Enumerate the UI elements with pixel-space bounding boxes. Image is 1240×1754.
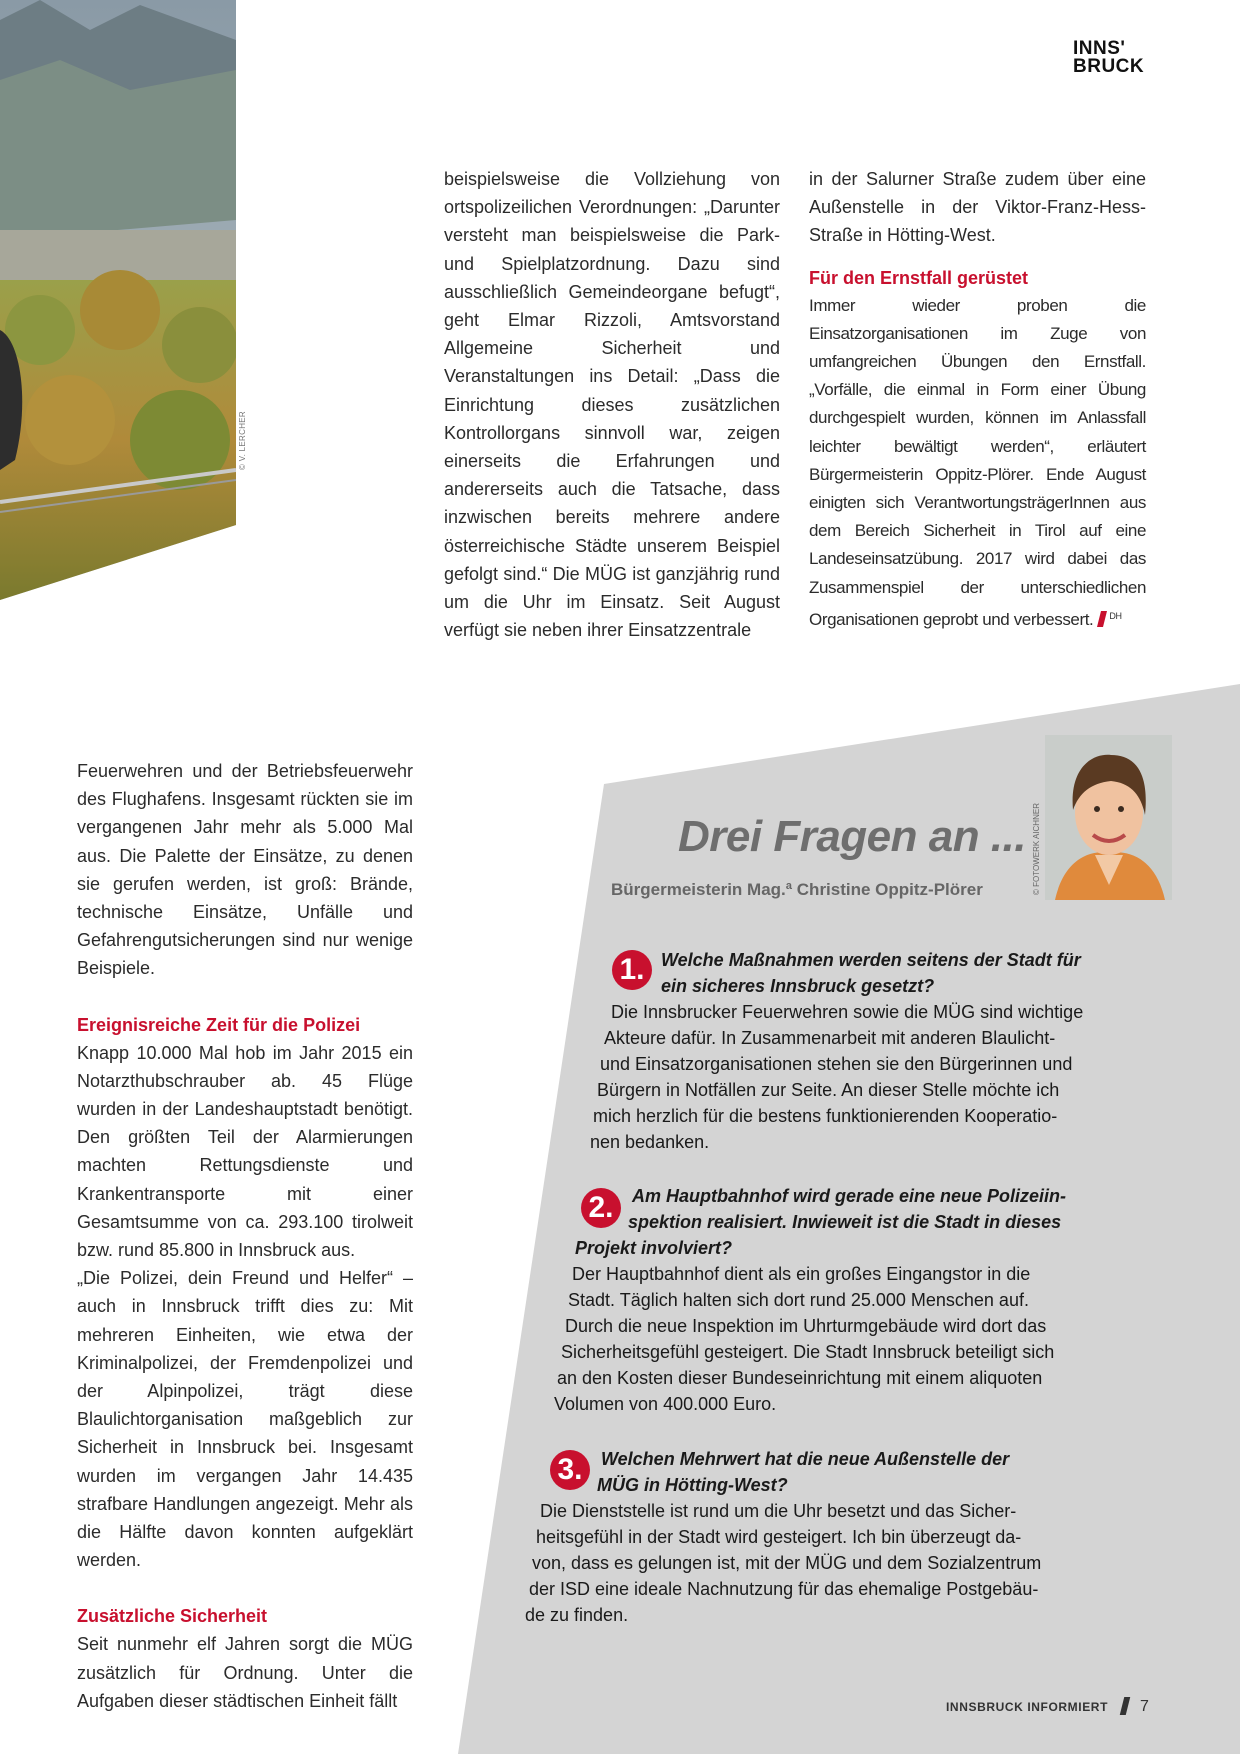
question-2-line-3: Projekt involviert? [575, 1238, 733, 1258]
answer-3-line-3: von, dass es gelungen ist, mit der MÜG und dem Sozialzentrum [532, 1553, 1042, 1573]
question-3-line-1: Welchen Mehrwert hat die neue Außenstelle der [601, 1449, 1010, 1469]
article-paragraph: Knapp 10.000 Mal hob im Jahr 2015 ein Notarzthubschrauber ab. 45 Flüge wurden in der Landeshauptstadt benötigt. Den größten Teil der Alarmierungen machten Rettungsdienste und Krankentransporte mit einer Gesamtsumme von ca. 293.100 tirolweit bzw. rund 85.800 in Innsbruck aus. [77, 1042, 413, 1261]
article-left-column [77, 757, 413, 1715]
answer-1-line-6: nen bedanken. [590, 1132, 710, 1152]
portrait-image [1045, 735, 1172, 900]
innsbruck-logo [1073, 40, 1144, 76]
header-photo [0, 0, 236, 600]
answer-1-line-1: Die Innsbrucker Feuerwehren sowie die MÜG sind wichtige [611, 1002, 1084, 1022]
author-initials: DH [1109, 610, 1122, 621]
question-3-number-icon: 3. [550, 1450, 590, 1490]
question-3-line-2: MÜG in Hötting-West? [597, 1475, 788, 1495]
article-end-mark-icon [1097, 611, 1107, 627]
question-2-line-2: spektion realisiert. Inwieweit ist die Stadt in dieses [628, 1212, 1062, 1232]
article-top-column-2 [809, 165, 1146, 634]
question-2-number-icon: 2. [581, 1188, 621, 1228]
answer-2-line-5: an den Kosten dieser Bundeseinrichtung mit einem aliquoten [557, 1368, 1043, 1388]
question-1-number-icon: 1. [612, 950, 652, 990]
footer-divider-icon [1120, 1697, 1130, 1715]
portrait-photo [1045, 735, 1172, 900]
answer-1-line-4: Bürgern in Notfällen zur Seite. An dieser Stelle möchte ich [597, 1080, 1060, 1100]
question-1-line-1: Welche Maßnahmen werden seitens der Stadt für [661, 950, 1081, 970]
answer-1-line-5: mich herzlich für die bestens funktionierenden Kooperatio- [593, 1106, 1058, 1126]
question-2-line-1: Am Hauptbahnhof wird gerade eine neue Polizeiin- [632, 1186, 1067, 1206]
portrait-credit: © FOTOWERK AICHNER [1032, 803, 1041, 895]
article-paragraph [809, 292, 1146, 634]
logo-line-1: INNS' [1073, 38, 1126, 59]
answer-3-line-5: de zu finden. [525, 1605, 629, 1625]
answer-2-line-6: Volumen von 400.000 Euro. [554, 1394, 777, 1414]
section-heading-sicherheit: Zusätzliche Sicherheit [77, 1606, 268, 1627]
article-paragraph: in der Salurner Straße zudem über eine Außenstelle in der Viktor-Franz-Hess-Straße in Hötting-West. [809, 169, 1146, 246]
interview-subtitle: Bürgermeisterin Mag.ª Christine Oppitz-Plörer [611, 880, 983, 899]
page-footer [946, 1697, 1150, 1716]
section-heading-ernstfall: Für den Ernstfall gerüstet [809, 267, 1029, 288]
answer-3-line-2: heitsgefühl in der Stadt wird gesteigert. Ich bin überzeugt da- [536, 1527, 1022, 1547]
landscape-photo [0, 0, 236, 600]
answer-2-line-4: Sicherheitsgefühl gesteigert. Die Stadt Innsbruck beteiligt sich [561, 1342, 1055, 1362]
section-heading-polizei: Ereignisreiche Zeit für die Polizei [77, 1014, 361, 1035]
answer-1-line-2: Akteure dafür. In Zusammenarbeit mit anderen Blaulicht- [604, 1028, 1056, 1048]
article-paragraph: Seit nunmehr elf Jahren sorgt die MÜG zusätzlich für Ordnung. Unter die Aufgaben dieser städtischen Einheit fällt [77, 1634, 413, 1711]
logo-line-2: BRUCK [1073, 56, 1145, 77]
ernstfall-body: Immer wieder proben die Einsatzorganisationen im Zuge von umfangreichen Übungen den Ernstfall. „Vorfälle, die einmal in Form einer Übung durchgespielt wurden, können im Anlassfall leichter bewältigt werden“, erläutert Bürgermeisterin Oppitz-Plörer. Ende August einigten sich VerantwortungsträgerInnen aus dem Bereich Sicherheit in Tirol auf eine Landeseinsatzübung. 2017 wird dabei das Zusammenspiel der unterschiedlichen Organisationen geprobt und verbessert. [809, 295, 1146, 629]
article-top-column-1 [444, 165, 780, 644]
answer-3-line-4: der ISD eine ideale Nachnutzung für das ehemalige Postgebäu- [529, 1579, 1039, 1599]
page-number: 7 [1140, 1698, 1150, 1715]
publication-name: INNSBRUCK INFORMIERT [946, 1700, 1108, 1714]
answer-2-line-1: Der Hauptbahnhof dient als ein großes Eingangstor in die [572, 1264, 1031, 1284]
photo-credit: © V. LERCHER [238, 411, 247, 470]
answer-2-line-3: Durch die neue Inspektion im Uhrturmgebäude wird dort das [565, 1316, 1047, 1336]
answer-2-line-2: Stadt. Täglich halten sich dort rund 25.000 Menschen auf. [568, 1290, 1029, 1310]
article-paragraph: Feuerwehren und der Betriebsfeuerwehr des Flughafens. Insgesamt rückten sie im vergangenen Jahr mehr als 5.000 Mal aus. Die Palette der Einsätze, zu denen sie gerufen werden, ist groß: Brände, technische Einsätze, Unfälle und Gefahrengutsicherungen sind nur wenige Beispiele. [77, 761, 413, 979]
question-1-line-2: ein sicheres Innsbruck gesetzt? [661, 976, 935, 996]
interview-title: Drei Fragen an ... [678, 812, 1026, 861]
answer-1-line-3: und Einsatzorganisationen stehen sie den Bürgerinnen und [600, 1054, 1073, 1074]
answer-3-line-1: Die Dienststelle ist rund um die Uhr besetzt und das Sicher- [540, 1501, 1017, 1521]
article-paragraph: „Die Polizei, dein Freund und Helfer“ – auch in Innsbruck trifft dies zu: Mit mehreren Einheiten, wie etwa der Kriminalpolizei, der Fremdenpolizei und der Alpinpolizei, trägt diese Blaulichtorganisation maßgeblich zur Sicherheit in Innsbruck bei. Insgesamt wurden im vergangen Jahr 14.435 strafbare Handlungen angezeigt. Mehr als die Hälfte davon konnten aufgeklärt werden. [77, 1268, 413, 1571]
article-paragraph: beispielsweise die Vollziehung von ortspolizeilichen Verordnungen: „Darunter versteht man beispielsweise die Park- und Spielplatzordnung. Dazu sind ausschließlich Gemeindeorgane befugt“, geht Elmar Rizzoli, Amtsvorstand Allgemeine Sicherheit und Veranstaltungen ins Detail: „Dass die Einrichtung dieses zusätzlichen Kontrollorgans sinnvoll war, zeigen einerseits die Erfahrungen und andererseits auch die Tatsache, dass inzwischen bereits mehrere andere österreichische Städte unserem Beispiel gefolgt sind.“ Die MÜG ist ganzjährig rund um die Uhr im Einsatz. Seit August verfügt sie neben ihrer Einsatzzentrale [444, 169, 780, 641]
